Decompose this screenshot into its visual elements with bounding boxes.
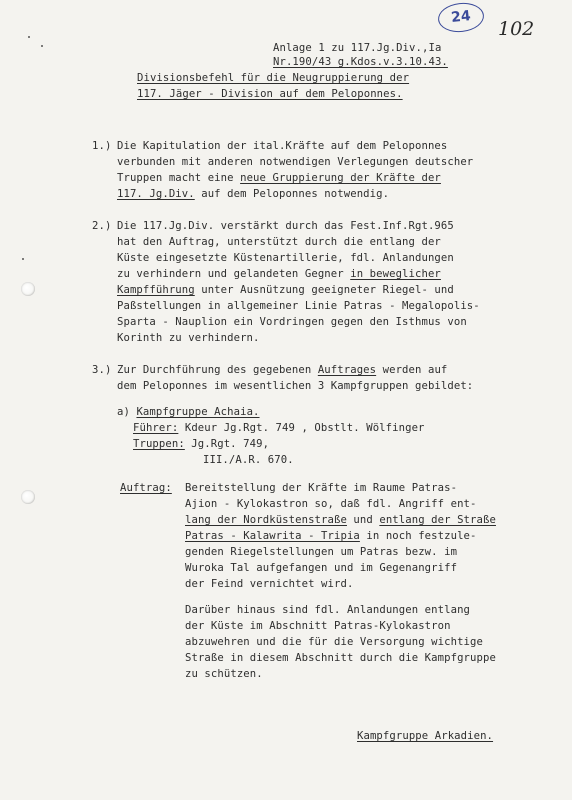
section-3-line: dem Peloponnes im wesentlichen 3 Kampfgruppen gebildet: (117, 380, 474, 392)
section-1-line (117, 188, 389, 201)
section-2-line (117, 268, 441, 281)
mission-line: Darüber hinaus sind fdl. Anlandungen entlang (185, 604, 471, 616)
underlined-text: Auftrages (317, 364, 377, 376)
text-run: unter Ausnützung geeigneter Riegel- und (194, 284, 454, 296)
text-run: in noch festzule- (359, 530, 477, 542)
troops-line (133, 438, 269, 451)
text-run: auf dem Peloponnes notwendig. (194, 188, 390, 200)
mission-line: Ajion - Kylokastron so, daß fdl. Angriff ent- (185, 498, 477, 510)
section-3-line (117, 364, 447, 377)
commander-value: Kdeur Jg.Rgt. 749 , Obstlt. Wölfinger (178, 422, 425, 434)
underlined-text: Kampfführung (117, 284, 195, 296)
mission-line (185, 530, 477, 543)
document-title: Divisionsbefehl für die Neugruppierung der (137, 72, 410, 84)
troops-label: Truppen: (133, 438, 185, 450)
punch-hole (21, 490, 35, 504)
list-marker: a) (117, 406, 137, 418)
section-1-line (117, 172, 441, 185)
troops-line-2: III./A.R. 670. (203, 454, 294, 466)
file-reference: Nr.190/43 g.Kdos.v.3.10.43. (273, 56, 448, 68)
mission-line: der Küste im Abschnitt Patras-Kylokastron (185, 620, 451, 632)
underlined-text: neue Gruppierung der Kräfte der (240, 172, 441, 184)
archive-stamp: 24 (437, 1, 486, 35)
mission-line: abzuwehren und die für die Versorgung wichtige (185, 636, 483, 648)
battle-group-a-heading (117, 406, 260, 419)
section-1-line: verbunden mit anderen notwendigen Verlegungen deutscher (117, 156, 474, 168)
battle-group-name: Kampfgruppe Achaia. (136, 406, 260, 418)
text-run: und (346, 514, 380, 526)
punch-hole (21, 282, 35, 296)
section-2-line (117, 284, 454, 297)
section-2-line: Paßstellungen in allgemeiner Linie Patras - Megalopolis- (117, 300, 480, 312)
mission-line: zu schützen. (185, 668, 263, 680)
page-number: 102 (498, 18, 535, 40)
mission-label: Auftrag: (120, 482, 172, 494)
text-run: zu verhindern und gelandeten Gegner (117, 268, 351, 280)
troops-value: Jg.Rgt. 749, (184, 438, 270, 450)
commander-line (133, 422, 425, 435)
mission-line: Wuroka Tal aufgefangen und im Gegenangriff (185, 562, 458, 574)
section-2-number: 2.) (92, 220, 112, 232)
mission-line: Straße in diesem Abschnitt durch die Kampfgruppe (185, 652, 496, 664)
section-3-number: 3.) (92, 364, 112, 376)
section-2-line: Sparta - Nauplion ein Vordringen gegen den Isthmus von (117, 316, 467, 328)
section-1-line: Die Kapitulation der ital.Kräfte auf dem Peloponnes (117, 140, 448, 152)
commander-label: Führer: (133, 422, 179, 434)
mission-line: Bereitstellung der Kräfte im Raume Patras- (185, 482, 458, 494)
text-run: Truppen macht eine (117, 172, 241, 184)
section-2-line: hat den Auftrag, unterstützt durch die entlang der (117, 236, 441, 248)
underlined-text: 117. Jg.Div. (117, 188, 195, 200)
section-2-line: Korinth zu verhindern. (117, 332, 260, 344)
underlined-text: entlang der Straße (379, 514, 496, 526)
mission-line (185, 514, 496, 527)
section-2-line: Die 117.Jg.Div. verstärkt durch das Fest.Inf.Rgt.965 (117, 220, 454, 232)
paper-speck (28, 36, 30, 38)
paper-speck (22, 258, 24, 260)
underlined-text: in beweglicher (350, 268, 441, 280)
annex-reference: Anlage 1 zu 117.Jg.Div.,Ia (273, 42, 442, 54)
section-2-line: Küste eingesetzte Küstenartillerie, fdl. Anlandungen (117, 252, 454, 264)
underlined-text: lang der Nordküstenstraße (185, 514, 347, 526)
mission-line: der Feind vernichtet wird. (185, 578, 354, 590)
underlined-text: Patras - Kalawrita - Tripia (185, 530, 360, 542)
paper-speck (41, 45, 43, 47)
section-1-number: 1.) (92, 140, 112, 152)
document-title-line2: 117. Jäger - Division auf dem Peloponnes. (137, 88, 403, 100)
text-run: werden auf (376, 364, 448, 376)
text-run: Zur Durchführung des gegebenen (117, 364, 318, 376)
continuation-catchword: Kampfgruppe Arkadien. (357, 730, 494, 742)
mission-line: genden Riegelstellungen um Patras bezw. im (185, 546, 458, 558)
